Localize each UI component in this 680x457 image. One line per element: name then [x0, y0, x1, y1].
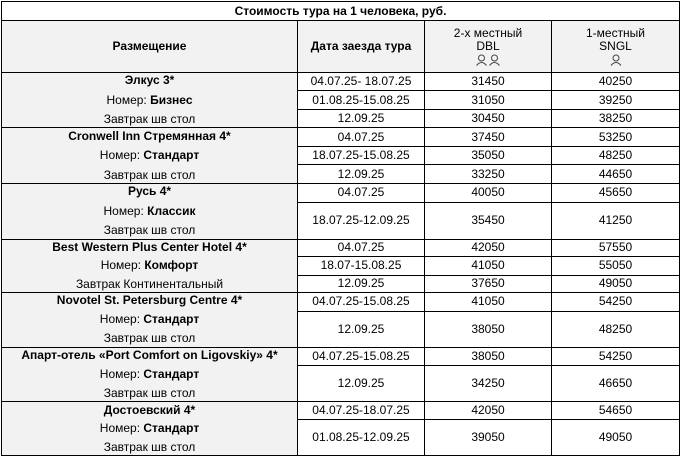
- hotel-cell: [2, 293, 298, 348]
- hotel-cell: [2, 239, 298, 293]
- table-row: [2, 128, 680, 147]
- price-sngl: 53250: [552, 128, 680, 147]
- arrival-date: 04.07.25-15.08.25: [298, 293, 425, 312]
- price-sngl: 54250: [552, 347, 680, 366]
- breakfast-type: Завтрак шв стол: [103, 223, 196, 238]
- hotel-name: Апарт-отель «Port Comfort on Ligovskiy» 4*: [21, 348, 278, 363]
- price-sngl: 44650: [552, 165, 680, 184]
- room-type: [2, 368, 297, 381]
- price-dbl: 37650: [425, 275, 552, 293]
- arrival-date: 04.07.25: [298, 128, 425, 147]
- hotel-name: Элкус 3*: [124, 73, 175, 88]
- arrival-date: 12.09.25: [298, 275, 425, 293]
- price-dbl: 41050: [425, 257, 552, 276]
- arrival-date: 04.07.25- 18.07.25: [298, 72, 425, 91]
- room-prefix: Номер:: [106, 92, 151, 107]
- room-prefix: Номер:: [100, 258, 145, 273]
- price-sngl: 41250: [552, 202, 680, 239]
- room-name: Классик: [147, 203, 196, 218]
- price-dbl: 37450: [425, 128, 552, 147]
- arrival-date: 04.07.25: [298, 183, 425, 202]
- table-row: [2, 72, 680, 91]
- room-prefix: Номер:: [103, 203, 148, 218]
- hotel-cell: [2, 347, 298, 402]
- price-dbl: 42050: [425, 239, 552, 257]
- arrival-date: 18.07.25-12.09.25: [298, 202, 425, 239]
- hotel-cell: [2, 72, 298, 128]
- arrival-date: 04.07.25: [298, 239, 425, 257]
- price-sngl: 38250: [552, 109, 680, 128]
- price-sngl: 49050: [552, 419, 680, 455]
- room-name: Стандарт: [143, 148, 200, 163]
- header-date: Дата заезда тура: [298, 21, 425, 73]
- room-name: Стандарт: [143, 367, 200, 382]
- room-prefix: Номер:: [99, 148, 144, 163]
- breakfast-type: Завтрак шв стол: [103, 331, 196, 346]
- hotel-name: Novotel St. Petersburg Centre 4*: [56, 293, 243, 308]
- table-title: Стоимость тура на 1 человека, руб.: [2, 2, 680, 21]
- price-dbl: 33250: [425, 165, 552, 184]
- price-dbl: 41050: [425, 293, 552, 312]
- breakfast-type: Завтрак Континентальный: [75, 276, 224, 291]
- room-type: [2, 313, 297, 326]
- room-prefix: Номер:: [99, 367, 144, 382]
- arrival-date: 12.09.25: [298, 366, 425, 402]
- price-dbl: 30450: [425, 109, 552, 128]
- price-table: [1, 1, 680, 456]
- room-prefix: Номер:: [99, 312, 144, 327]
- header-sngl-line2: SNGL: [599, 38, 632, 53]
- price-sngl: 49050: [552, 275, 680, 293]
- header-dbl-line2: DBL: [476, 38, 500, 53]
- arrival-date: 04.07.25-18.07.25: [298, 402, 425, 420]
- header-dbl-line1: 2-х местный: [453, 25, 523, 40]
- price-sngl: 57550: [552, 239, 680, 257]
- one-person-icon: [609, 54, 623, 66]
- price-dbl: 40050: [425, 183, 552, 202]
- room-type: [2, 94, 297, 107]
- room-name: Комфорт: [144, 258, 199, 273]
- price-sngl: 54650: [552, 402, 680, 420]
- breakfast-type: Завтрак шв стол: [103, 112, 196, 127]
- price-dbl: 35050: [425, 146, 552, 165]
- price-sngl: 55050: [552, 257, 680, 276]
- price-sngl: 45650: [552, 183, 680, 202]
- price-dbl: 35450: [425, 202, 552, 239]
- room-type: [2, 205, 297, 218]
- hotel-cell: [2, 402, 298, 456]
- price-dbl: 31050: [425, 91, 552, 110]
- two-persons-icon: [475, 54, 501, 66]
- price-dbl: 42050: [425, 402, 552, 420]
- hotel-name: Русь 4*: [127, 184, 172, 199]
- arrival-date: 18.07.25-15.08.25: [298, 146, 425, 165]
- room-name: Бизнес: [150, 92, 193, 107]
- price-sngl: 39250: [552, 91, 680, 110]
- price-sngl: 48250: [552, 311, 680, 347]
- price-sngl: 46650: [552, 366, 680, 402]
- hotel-cell: [2, 128, 298, 184]
- price-dbl: 31450: [425, 72, 552, 91]
- room-type: [2, 149, 297, 162]
- table-row: [2, 347, 680, 366]
- table-row: [2, 183, 680, 202]
- room-type: [2, 259, 297, 272]
- arrival-date: 12.09.25: [298, 165, 425, 184]
- price-sngl: 48250: [552, 146, 680, 165]
- price-dbl: 39050: [425, 419, 552, 455]
- header-placement: Размещение: [2, 21, 298, 73]
- price-sngl: 40250: [552, 72, 680, 91]
- arrival-date: 12.09.25: [298, 311, 425, 347]
- room-type: [2, 422, 297, 435]
- header-sngl-line1: 1-местный: [585, 25, 646, 40]
- table-row: [2, 239, 680, 257]
- header-sngl: [552, 21, 680, 73]
- breakfast-type: Завтрак шв стол: [103, 167, 196, 182]
- arrival-date: 04.07.25-15.08.25: [298, 347, 425, 366]
- price-dbl: 38050: [425, 347, 552, 366]
- header-dbl: [425, 21, 552, 73]
- hotel-cell: [2, 183, 298, 239]
- room-name: Стандарт: [143, 421, 200, 436]
- breakfast-type: Завтрак шв стол: [103, 439, 196, 454]
- arrival-date: 01.08.25-12.09.25: [298, 419, 425, 455]
- price-dbl: 34250: [425, 366, 552, 402]
- table-row: [2, 402, 680, 420]
- price-sngl: 54250: [552, 293, 680, 312]
- hotel-name: Best Western Plus Center Hotel 4*: [52, 239, 247, 254]
- arrival-date: 01.08.25-15.08.25: [298, 91, 425, 110]
- room-prefix: Номер:: [99, 421, 144, 436]
- arrival-date: 12.09.25: [298, 109, 425, 128]
- breakfast-type: Завтрак шв стол: [103, 386, 196, 401]
- price-dbl: 38050: [425, 311, 552, 347]
- room-name: Стандарт: [143, 312, 200, 327]
- hotel-name: Достоевский 4*: [103, 402, 196, 417]
- table-row: [2, 293, 680, 312]
- arrival-date: 18.07-15.08.25: [298, 257, 425, 276]
- hotel-name: Cronwell Inn Стремянная 4*: [68, 128, 231, 143]
